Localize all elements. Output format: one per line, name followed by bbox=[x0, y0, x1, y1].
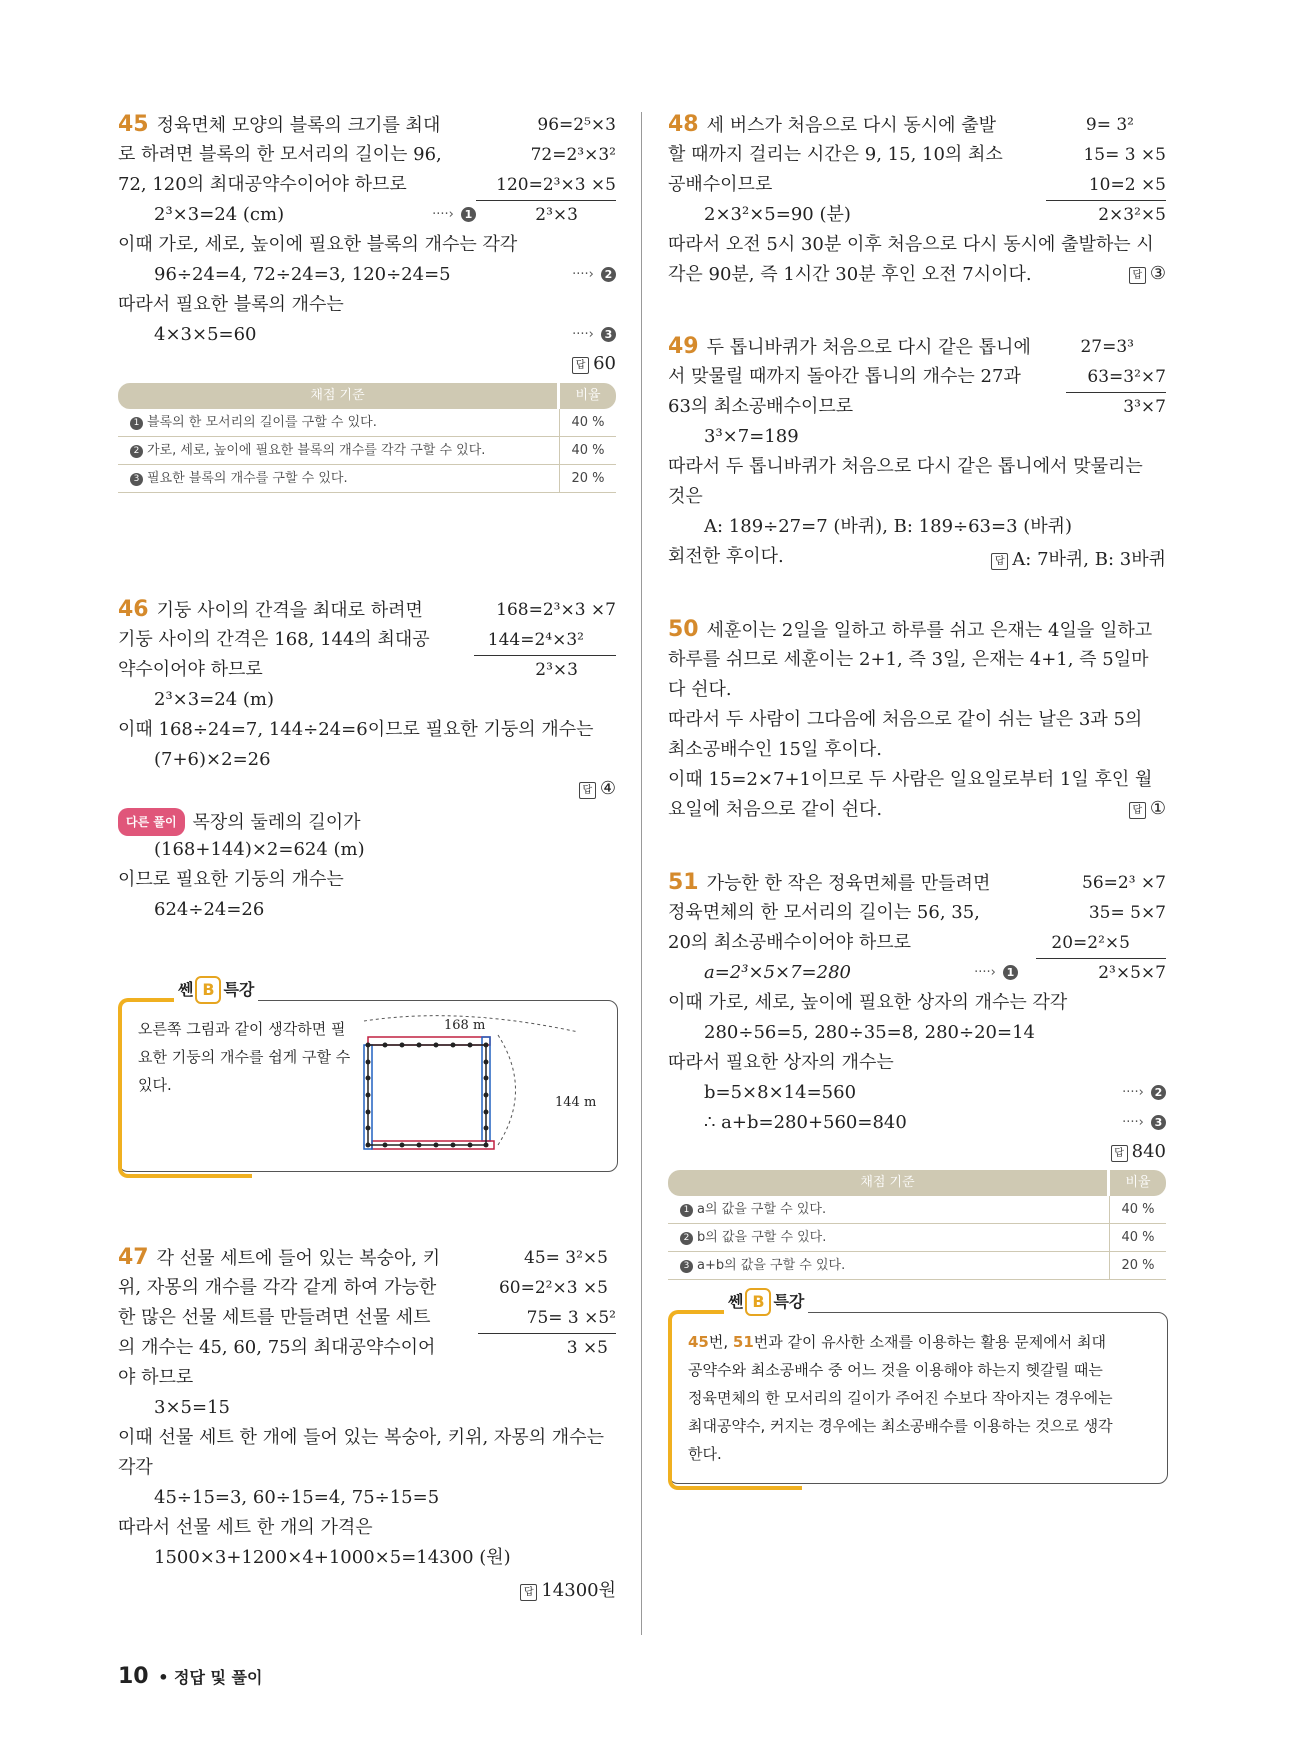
table-header-ratio: 비율 bbox=[560, 383, 616, 409]
tip-box-title: 쎈 B 특강 bbox=[724, 1288, 808, 1316]
tip-box-1-text: 오른쪽 그림과 같이 생각하면 필 요한 기둥의 개수를 쉽게 구할 수 있다. bbox=[138, 1020, 351, 1094]
p47-line4: 의 개수는 45, 60, 75의 최대공약수이어 bbox=[118, 1337, 436, 1358]
scoring-table-51 bbox=[668, 1170, 1166, 1280]
p50-line1: 50 세훈이는 2일을 일하고 하루를 쉬고 은재는 4일을 일하고 bbox=[668, 617, 1153, 642]
table-row: 1 a의 값을 구할 수 있다. 40 % bbox=[668, 1196, 1166, 1224]
p46-other-line3: 이므로 필요한 기둥의 개수는 bbox=[118, 869, 344, 890]
p51-calc3: 20=2²×5 bbox=[1051, 933, 1130, 953]
p50-line2: 하루를 쉬므로 세훈이는 2+1, 즉 3일, 은재는 4+1, 즉 5일마 bbox=[668, 649, 1149, 670]
p45-line4: 2³×3=24 (cm) bbox=[154, 204, 285, 225]
p51-calc4: 2³×5×7 bbox=[1098, 963, 1166, 983]
p49-calc3: 3³×7 bbox=[1123, 397, 1166, 417]
problem-number: 46 bbox=[118, 597, 149, 622]
p48-calc-rule bbox=[1046, 200, 1166, 201]
p48-line3: 공배수이므로 bbox=[668, 174, 773, 195]
p45-calc1: 96=2⁵×3 bbox=[537, 115, 616, 135]
b-badge-icon: B bbox=[195, 976, 221, 1004]
p46-other-line4: 624÷24=26 bbox=[154, 899, 265, 920]
b-badge-icon: B bbox=[745, 1288, 771, 1316]
answer-icon: 답 bbox=[991, 553, 1008, 570]
table-header-ratio: 비율 bbox=[1110, 1170, 1166, 1196]
step-marker-1: ····› 1 bbox=[974, 965, 1018, 980]
step-marker-3: ····› 3 bbox=[572, 327, 616, 342]
p46-line1: 46 기둥 사이의 간격을 최대로 하려면 bbox=[118, 597, 423, 622]
p50-line6: 이때 15=2×7+1이므로 두 사람은 일요일로부터 1일 후인 월 bbox=[668, 769, 1153, 790]
answer-icon: 답 bbox=[1111, 1145, 1128, 1162]
table-row: 1 블록의 한 모서리의 길이를 구할 수 있다. 40 % bbox=[118, 409, 616, 437]
p50-line5: 최소공배수인 15일 후이다. bbox=[668, 739, 882, 760]
p47-calc-rule bbox=[478, 1333, 616, 1334]
other-solution-badge: 다른 풀이 bbox=[118, 808, 185, 836]
p46-calc-rule bbox=[474, 655, 616, 656]
step-marker-2: ····› 2 bbox=[572, 267, 616, 282]
p48-calc3: 10=2 ×5 bbox=[1088, 175, 1166, 195]
p46-calc2: 144=2⁴×3² bbox=[487, 630, 584, 650]
answer-icon: 답 bbox=[1129, 802, 1146, 819]
footer-label: 정답 및 풀이 bbox=[174, 1668, 263, 1687]
p47-line2: 위, 자몽의 개수를 각각 같게 하여 가능한 bbox=[118, 1277, 437, 1298]
tip-box-2-text: 45번, 51번과 같이 유사한 소재를 이용하는 활용 문제에서 최대 공약수와 최소공배수 중 어느 것을 이용해야 하는지 헷갈릴 때는 정육면체의 한 모서리의 길이가 주어진 수보다 작아지는 경우에는 최대공약수, 커지는 경우에는 최소공배수를 이용하는 것으로 생각 한다. bbox=[688, 1333, 1113, 1463]
dim-height-label: 144 m bbox=[555, 1095, 597, 1110]
p48-line4: 2×3²×5=90 (분) bbox=[704, 204, 851, 225]
p46-line2: 기둥 사이의 간격은 168, 144의 최대공 bbox=[118, 629, 430, 650]
p51-line3: 20의 최소공배수이어야 하므로 bbox=[668, 932, 912, 953]
p51-line5: 이때 가로, 세로, 높이에 필요한 상자의 개수는 각각 bbox=[668, 992, 1068, 1013]
problem-number: 47 bbox=[118, 1245, 149, 1270]
p50-answer: 답 ① bbox=[1129, 798, 1166, 819]
p47-line8: 각각 bbox=[118, 1457, 153, 1478]
p51-line7: 따라서 필요한 상자의 개수는 bbox=[668, 1052, 894, 1073]
problem-number: 45 bbox=[118, 112, 149, 137]
p48-line6: 각은 90분, 즉 1시간 30분 후인 오전 7시이다. bbox=[668, 264, 1032, 285]
p47-line9: 45÷15=3, 60÷15=4, 75÷15=5 bbox=[154, 1487, 440, 1508]
p51-line4: a=2³×5×7=280 bbox=[704, 962, 851, 983]
p45-line5: 이때 가로, 세로, 높이에 필요한 블록의 개수는 각각 bbox=[118, 234, 518, 255]
p51-line2: 정육면체의 한 모서리의 길이는 56, 35, bbox=[668, 902, 980, 923]
problem-number: 51 bbox=[668, 870, 699, 895]
p51-answer: 답 840 bbox=[1111, 1141, 1166, 1162]
table-row: 3 a+b의 값을 구할 수 있다. 20 % bbox=[668, 1252, 1166, 1280]
p47-calc1: 45= 3²×5 bbox=[524, 1248, 608, 1268]
p49-answer: 답 A: 7바퀴, B: 3바퀴 bbox=[991, 545, 1166, 571]
table-header: 채점 기준 bbox=[668, 1170, 1107, 1196]
p51-line1: 51 가능한 한 작은 정육면체를 만들려면 bbox=[668, 870, 991, 895]
p46-other-line2: (168+144)×2=624 (m) bbox=[154, 839, 365, 860]
problem-number: 49 bbox=[668, 334, 699, 359]
p47-answer: 답 14300원 bbox=[520, 1576, 616, 1602]
p46-line5: 이때 168÷24=7, 144÷24=6이므로 필요한 기둥의 개수는 bbox=[118, 719, 594, 740]
p47-line5: 야 하므로 bbox=[118, 1367, 194, 1388]
p49-calc-rule bbox=[1066, 392, 1166, 393]
p51-calc2: 35= 5×7 bbox=[1088, 903, 1166, 923]
p47-calc3: 75= 3 ×5² bbox=[526, 1308, 616, 1328]
p51-line9: ∴ a+b=280+560=840 bbox=[704, 1112, 907, 1133]
p48-calc4: 2×3²×5 bbox=[1098, 205, 1166, 225]
p45-line6: 96÷24=4, 72÷24=3, 120÷24=5 bbox=[154, 264, 451, 285]
answer-icon: 답 bbox=[579, 782, 596, 799]
p49-line7: A: 189÷27=7 (바퀴), B: 189÷63=3 (바퀴) bbox=[704, 516, 1073, 537]
p45-calc3: 120=2³×3 ×5 bbox=[496, 175, 616, 195]
p50-line4: 따라서 두 사람이 그다음에 처음으로 같이 쉬는 날은 3과 5의 bbox=[668, 709, 1143, 730]
p49-line6: 것은 bbox=[668, 486, 703, 507]
p48-answer: 답 ③ bbox=[1129, 263, 1166, 284]
p49-calc1: 27=3³ bbox=[1080, 337, 1134, 357]
answer-icon: 답 bbox=[1129, 267, 1146, 284]
answer-icon: 답 bbox=[520, 1584, 537, 1601]
p46-line4: 2³×3=24 (m) bbox=[154, 689, 275, 710]
p49-line5: 따라서 두 톱니바퀴가 처음으로 다시 같은 톱니에서 맞물리는 bbox=[668, 456, 1143, 477]
p46-other-line1: 다른 풀이 목장의 둘레의 길이가 bbox=[118, 808, 360, 832]
step-marker-3: ····› 3 bbox=[1122, 1115, 1166, 1130]
problem-number: 50 bbox=[668, 617, 699, 642]
p47-line7: 이때 선물 세트 한 개에 들어 있는 복숭아, 키위, 자몽의 개수는 bbox=[118, 1427, 604, 1448]
fence-diagram bbox=[358, 1015, 578, 1165]
p50-line3: 다 쉰다. bbox=[668, 679, 732, 700]
p45-line8: 4×3×5=60 bbox=[154, 324, 257, 345]
table-row: 3 필요한 블록의 개수를 구할 수 있다. 20 % bbox=[118, 465, 616, 493]
p45-line2: 로 하려면 블록의 한 모서리의 길이는 96, bbox=[118, 144, 442, 165]
p45-calc4: 2³×3 bbox=[535, 205, 578, 225]
p49-line2: 서 맞물릴 때까지 돌아간 톱니의 개수는 27과 bbox=[668, 366, 1021, 387]
p49-calc2: 63=3²×7 bbox=[1087, 367, 1166, 387]
p45-calc2: 72=2³×3² bbox=[530, 145, 616, 165]
p47-line11: 1500×3+1200×4+1000×5=14300 (원) bbox=[154, 1547, 511, 1568]
p46-calc3: 2³×3 bbox=[535, 660, 578, 680]
table-header: 채점 기준 bbox=[118, 383, 557, 409]
p49-line3: 63의 최소공배수이므로 bbox=[668, 396, 854, 417]
p47-calc4: 3 ×5 bbox=[566, 1338, 608, 1358]
dim-width-label: 168 m bbox=[444, 1018, 486, 1033]
p50-line7: 요일에 처음으로 같이 쉰다. bbox=[668, 799, 883, 820]
p51-calc-rule bbox=[1036, 958, 1166, 959]
scoring-table-45 bbox=[118, 383, 616, 493]
step-marker-1: ····› 1 bbox=[432, 207, 476, 222]
p45-line1: 45 정육면체 모양의 블록의 크기를 최대 bbox=[118, 112, 441, 137]
p45-line3: 72, 120의 최대공약수이어야 하므로 bbox=[118, 174, 407, 195]
p47-line10: 따라서 선물 세트 한 개의 가격은 bbox=[118, 1517, 373, 1538]
tip-box-title: 쎈 B 특강 bbox=[174, 976, 258, 1004]
column-divider bbox=[641, 112, 642, 1635]
p49-line1: 49 두 톱니바퀴가 처음으로 다시 같은 톱니에 bbox=[668, 334, 1031, 359]
p48-calc2: 15= 3 ×5 bbox=[1083, 145, 1166, 165]
table-row: 2 가로, 세로, 높이에 필요한 블록의 개수를 각각 구할 수 있다. 40 % bbox=[118, 437, 616, 465]
table-row: 2 b의 값을 구할 수 있다. 40 % bbox=[668, 1224, 1166, 1252]
p49-line8: 회전한 후이다. bbox=[668, 546, 784, 567]
p45-answer: 답 60 bbox=[572, 353, 616, 374]
page-number: 10 bbox=[118, 1664, 149, 1689]
p47-calc2: 60=2²×3 ×5 bbox=[498, 1278, 608, 1298]
p45-calc-rule bbox=[476, 200, 616, 201]
p48-line5: 따라서 오전 5시 30분 이후 처음으로 다시 동시에 출발하는 시 bbox=[668, 234, 1154, 255]
p45-line7: 따라서 필요한 블록의 개수는 bbox=[118, 294, 344, 315]
p47-line6: 3×5=15 bbox=[154, 1397, 230, 1418]
p47-line1: 47 각 선물 세트에 들어 있는 복숭아, 키 bbox=[118, 1245, 441, 1270]
p46-line6: (7+6)×2=26 bbox=[154, 749, 271, 770]
answer-icon: 답 bbox=[572, 357, 589, 374]
page-footer: 10 • 정답 및 풀이 bbox=[118, 1664, 263, 1689]
p51-calc1: 56=2³ ×7 bbox=[1082, 873, 1166, 893]
p51-line6: 280÷56=5, 280÷35=8, 280÷20=14 bbox=[704, 1022, 1035, 1043]
p46-answer: 답 ④ bbox=[579, 778, 616, 799]
problem-number: 48 bbox=[668, 112, 699, 137]
step-marker-2: ····› 2 bbox=[1122, 1085, 1166, 1100]
p46-calc1: 168=2³×3 ×7 bbox=[496, 600, 616, 620]
p48-calc1: 9= 3² bbox=[1085, 115, 1134, 135]
p49-line4: 3³×7=189 bbox=[704, 426, 799, 447]
p48-line1: 48 세 버스가 처음으로 다시 동시에 출발 bbox=[668, 112, 997, 137]
p48-line2: 할 때까지 걸리는 시간은 9, 15, 10의 최소 bbox=[668, 144, 1003, 165]
p51-line8: b=5×8×14=560 bbox=[704, 1082, 857, 1103]
p47-line3: 한 많은 선물 세트를 만들려면 선물 세트 bbox=[118, 1307, 431, 1328]
p46-line3: 약수이어야 하므로 bbox=[118, 659, 263, 680]
